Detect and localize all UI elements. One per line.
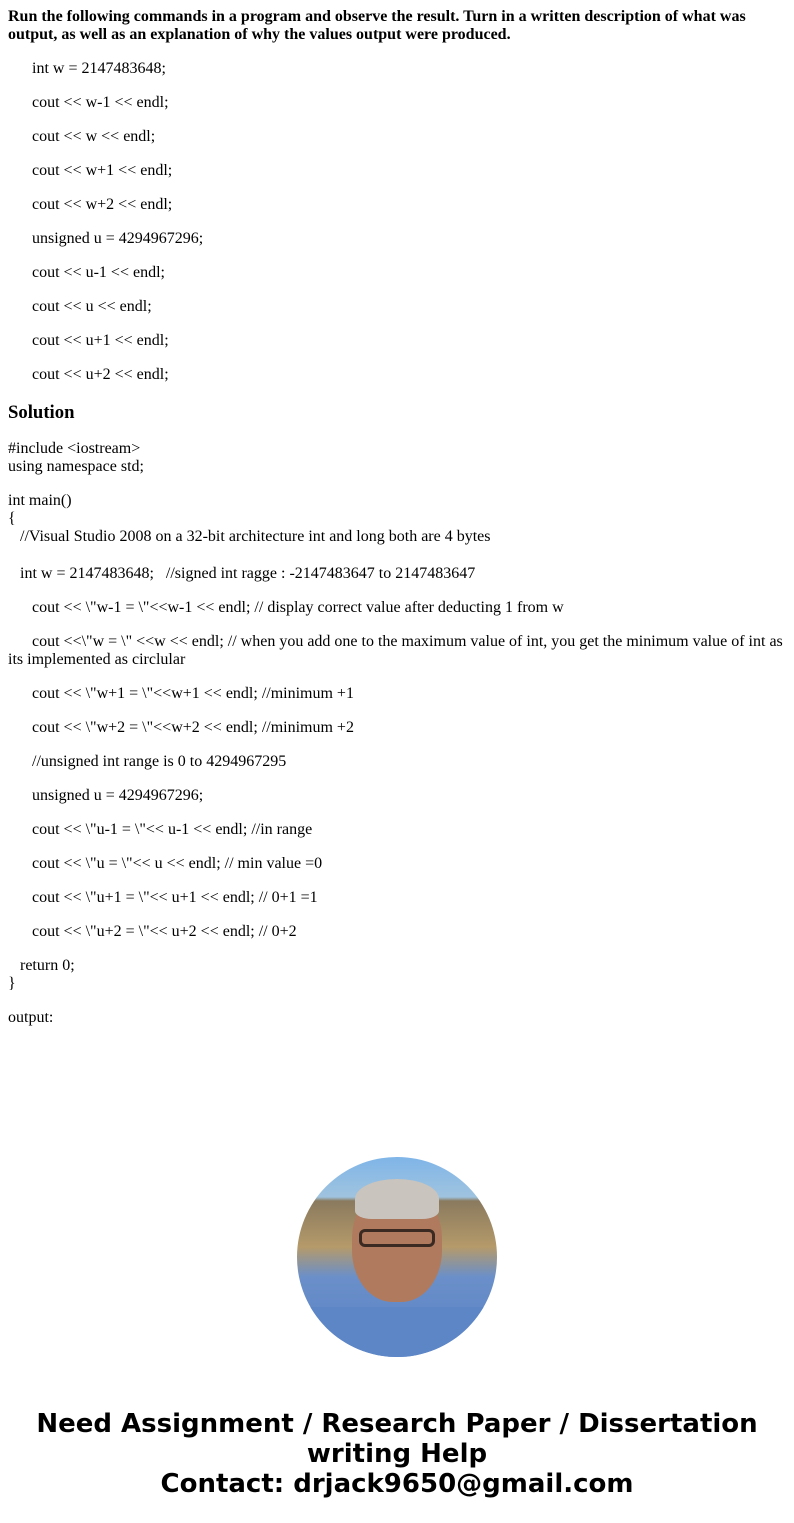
solution-heading: Solution <box>8 402 75 423</box>
author-photo <box>297 1157 497 1357</box>
code-line: cout << \"u-1 = \"<< u-1 << endl; //in range <box>32 821 313 838</box>
question-code <box>8 60 786 384</box>
code-line: cout << \"w+1 = \"<<w+1 << endl; //minimum +1 <box>32 685 354 702</box>
code-line: cout <<\"w = \" <<w << endl; // when you add one to the maximum value of int, you get the minimum value of int as its implemented as circlular <box>8 633 783 668</box>
banner-line: Need Assignment / Research Paper / Dissertation <box>36 1409 758 1439</box>
code-line: cout << \"w+2 = \"<<w+2 << endl; //minimum +2 <box>32 719 354 736</box>
code-line: cout << u+1 << endl; <box>32 332 169 349</box>
code-line: { <box>8 510 16 527</box>
code-line: cout << \"u+1 = \"<< u+1 << endl; // 0+1 =1 <box>32 889 318 906</box>
code-line: int w = 2147483648; <box>32 60 166 77</box>
code-line: cout << w << endl; <box>32 128 156 145</box>
code-line: cout << \"u+2 = \"<< u+2 << endl; // 0+2 <box>32 923 297 940</box>
code-line: int main() <box>8 492 72 509</box>
code-line: cout << u+2 << endl; <box>32 366 169 383</box>
code-line: unsigned u = 4294967296; <box>32 230 204 247</box>
contact-banner <box>8 1409 786 1499</box>
code-line: cout << u << endl; <box>32 298 152 315</box>
solution-code <box>8 440 786 1027</box>
code-line: cout << w+1 << endl; <box>32 162 173 179</box>
code-line: using namespace std; <box>8 458 144 475</box>
code-line: unsigned u = 4294967296; <box>32 787 204 804</box>
code-line: cout << w-1 << endl; <box>32 94 169 111</box>
code-line: cout << u-1 << endl; <box>32 264 165 281</box>
code-line: #include <iostream> <box>8 440 141 457</box>
code-line: //Visual Studio 2008 on a 32-bit architecture int and long both are 4 bytes <box>8 528 491 545</box>
code-line: } <box>8 975 16 992</box>
code-line: cout << w+2 << endl; <box>32 196 173 213</box>
output-label: output: <box>8 1009 54 1026</box>
banner-line: writing Help <box>306 1439 488 1469</box>
code-line: cout << \"u = \"<< u << endl; // min value =0 <box>32 855 323 872</box>
code-line: cout << \"w-1 = \"<<w-1 << endl; // display correct value after deducting 1 from w <box>32 599 564 616</box>
code-line: return 0; <box>8 957 75 974</box>
code-line: int w = 2147483648; //signed int ragge : -2147483647 to 2147483647 <box>8 565 476 582</box>
question-text: Run the following commands in a program and observe the result. Turn in a written description of what was output, as well as an explanation of why the values output were produced. <box>8 8 746 43</box>
code-line: //unsigned int range is 0 to 4294967295 <box>32 753 287 770</box>
banner-line: Contact: drjack9650@gmail.com <box>160 1469 634 1499</box>
